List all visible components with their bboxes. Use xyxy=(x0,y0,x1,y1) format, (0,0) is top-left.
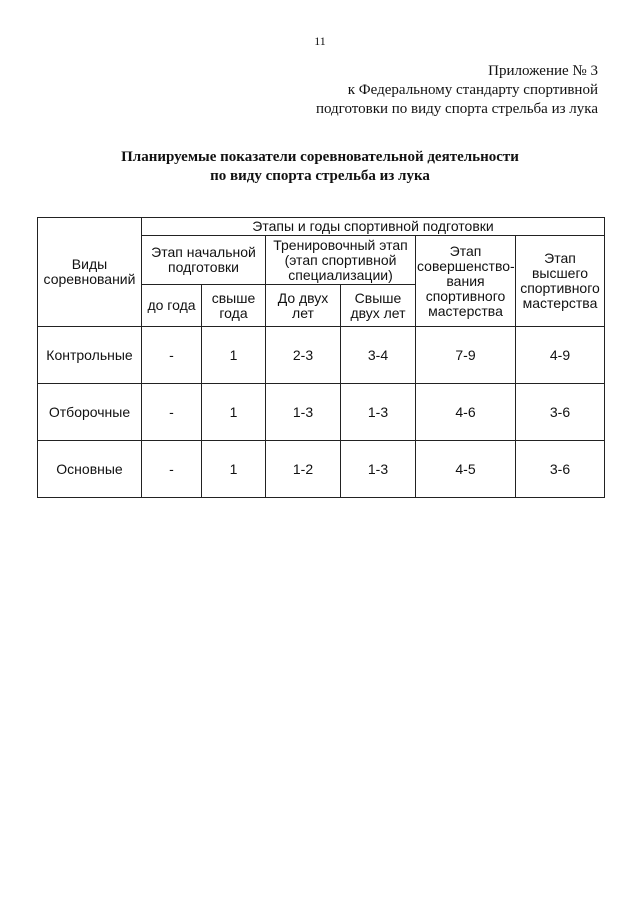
table-cell: 3-4 xyxy=(341,327,416,384)
table-cell: - xyxy=(142,384,202,441)
document-title xyxy=(0,148,640,186)
page-number: 11 xyxy=(314,34,326,48)
table-cell: 1 xyxy=(202,441,266,498)
table-row xyxy=(38,441,605,498)
table-cell: 1-3 xyxy=(341,384,416,441)
header-stage-training: Тренировочный этап (этап спортивной специализации) xyxy=(266,236,416,285)
table-cell: 1 xyxy=(202,384,266,441)
header-training-over-two: Свыше двух лет xyxy=(341,285,416,327)
header-training-up-to-two: До двух лет xyxy=(266,285,341,327)
table-cell: 7-9 xyxy=(416,327,516,384)
row-label: Основные xyxy=(38,441,142,498)
header-stage-improvement: Этап совершенство-вания спортивного мастерства xyxy=(416,236,516,327)
table-cell: 3-6 xyxy=(516,384,605,441)
header-stages-group: Этапы и годы спортивной подготовки xyxy=(142,218,605,236)
table-row xyxy=(38,327,605,384)
table-cell: - xyxy=(142,327,202,384)
table-cell: 1-3 xyxy=(341,441,416,498)
competition-indicators-table xyxy=(37,217,605,498)
row-label: Контрольные xyxy=(38,327,142,384)
header-stage-higher: Этап высшего спортивного мастерства xyxy=(516,236,605,327)
table-cell: 1 xyxy=(202,327,266,384)
row-label: Отборочные xyxy=(38,384,142,441)
title-line-1: Планируемые показатели соревновательной деятельности xyxy=(121,149,519,165)
table-cell: 3-6 xyxy=(516,441,605,498)
appendix-header xyxy=(316,62,598,119)
header-row-1 xyxy=(38,218,605,236)
header-competition-type: Виды соревнований xyxy=(38,218,142,327)
table-cell: 1-2 xyxy=(266,441,341,498)
header-initial-up-to-year: до года xyxy=(142,285,202,327)
table-cell: 4-9 xyxy=(516,327,605,384)
table-cell: 4-5 xyxy=(416,441,516,498)
header-stage-initial: Этап начальной подготовки xyxy=(142,236,266,285)
header-initial-over-year: свыше года xyxy=(202,285,266,327)
appendix-line-3: подготовки по виду спорта стрельба из лука xyxy=(315,101,598,117)
appendix-line-2: к Федеральному стандарту спортивной xyxy=(347,82,598,98)
appendix-line-1: Приложение № 3 xyxy=(488,63,598,79)
table-cell: 2-3 xyxy=(266,327,341,384)
table-cell: 4-6 xyxy=(416,384,516,441)
table-cell: - xyxy=(142,441,202,498)
table-cell: 1-3 xyxy=(266,384,341,441)
title-line-2: по виду спорта стрельба из лука xyxy=(210,168,430,184)
table-row xyxy=(38,384,605,441)
